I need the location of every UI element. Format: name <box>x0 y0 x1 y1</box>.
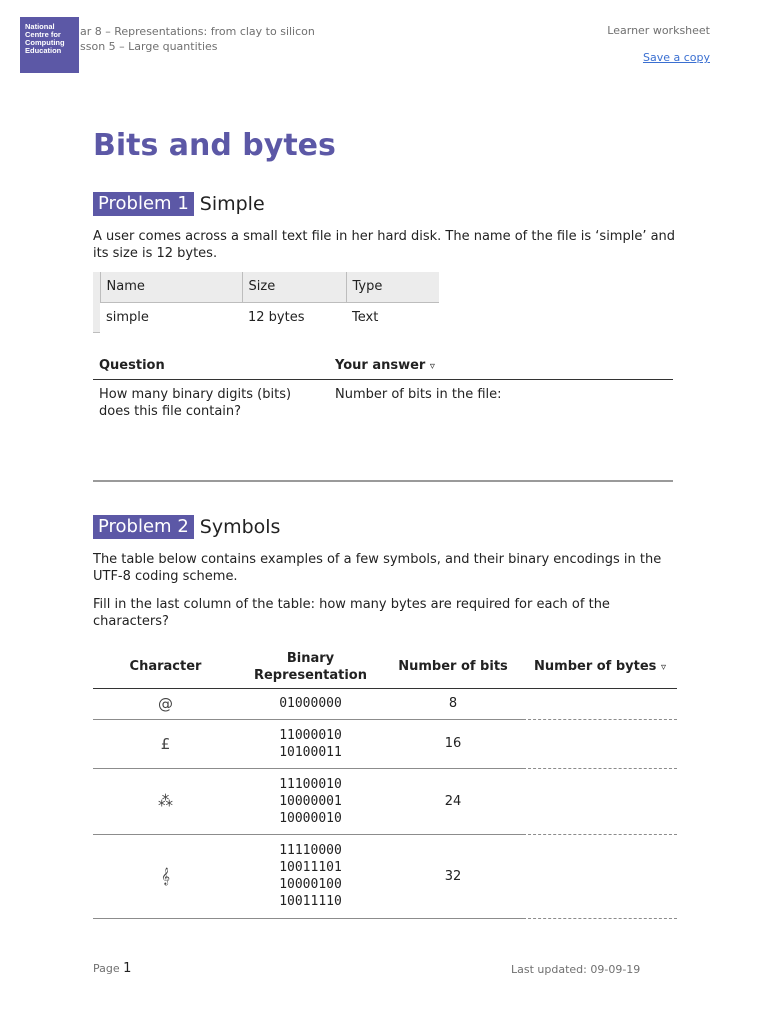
character-cell: £ <box>93 719 238 768</box>
bytes-column-header[interactable] <box>523 646 677 688</box>
problem-1-title: Simple <box>199 193 265 215</box>
binary-byte: 10000010 <box>279 810 342 826</box>
binary-byte: 01000000 <box>279 696 342 711</box>
dropdown-triangle-icon[interactable]: ▿ <box>429 360 435 372</box>
file-name-cell: simple <box>106 309 149 325</box>
dropdown-triangle-icon[interactable]: ▿ <box>660 661 666 673</box>
binary-column-header <box>238 646 383 688</box>
bits-column-header: Number of bits <box>383 646 523 688</box>
section-divider <box>93 480 673 482</box>
file-table-header-type: Type <box>346 272 439 302</box>
logo-line: Education <box>25 46 62 55</box>
header-unit: ar 8 – Representations: from clay to silicon <box>80 25 315 38</box>
table-row <box>93 719 677 768</box>
problem-2-instruction: Fill in the last column of the table: how many bytes are required for each of the characters? <box>93 597 610 629</box>
save-copy-link[interactable]: Save a copy <box>642 51 710 64</box>
problem-2-title: Symbols <box>199 516 281 538</box>
file-table-header-size: Size <box>242 272 346 302</box>
logo-line: Computing <box>25 38 65 47</box>
character-cell: @ <box>93 688 238 719</box>
binary-cell <box>238 719 383 768</box>
header-doc-type: Learner worksheet <box>607 24 710 37</box>
bytes-answer-cell[interactable] <box>523 719 677 768</box>
answer-column-label: Your answer <box>335 357 426 373</box>
table-row <box>93 834 677 918</box>
table-row <box>93 768 677 834</box>
bytes-column-label: Number of bytes <box>534 658 657 674</box>
character-column-header: Character <box>93 646 238 688</box>
page-label: Page <box>93 962 120 975</box>
binary-byte: 10000001 <box>279 793 342 809</box>
footer-last-updated: Last updated: 09-09-19 <box>511 963 641 976</box>
problem-1-description: A user comes across a small text file in her hard disk. The name of the file is ‘simple’ and its size is 12 bytes. <box>93 229 676 261</box>
binary-header-line: Representation <box>253 667 367 683</box>
logo-line: Centre for <box>25 30 61 39</box>
footer-page <box>93 961 131 976</box>
binary-byte: 11100010 <box>279 776 342 792</box>
file-size-cell: 12 bytes <box>248 309 305 325</box>
file-type-cell: Text <box>352 309 379 325</box>
bytes-answer-cell[interactable] <box>523 768 677 834</box>
symbols-table <box>93 646 677 919</box>
problem-1-tag: Problem 1 <box>93 192 194 216</box>
header-lesson: sson 5 – Large quantities <box>80 40 218 53</box>
table-row <box>93 688 677 719</box>
binary-header-line: Binary <box>286 650 335 666</box>
question-table-header-row <box>93 352 673 379</box>
problem-1-heading <box>93 192 265 216</box>
bits-cell: 8 <box>383 688 523 719</box>
problem-2-tag: Problem 2 <box>93 515 194 539</box>
file-table-row <box>93 302 439 332</box>
question-column-header: Question <box>93 352 329 379</box>
logo-line: National <box>25 22 55 31</box>
binary-cell <box>238 768 383 834</box>
binary-byte: 10011110 <box>279 894 342 909</box>
bits-cell: 24 <box>383 768 523 834</box>
binary-cell <box>238 834 383 918</box>
question-table <box>93 352 673 426</box>
page-title: Bits and bytes <box>93 128 336 163</box>
file-table-header-name: Name <box>100 272 242 302</box>
binary-byte: 10011101 <box>279 860 342 875</box>
bytes-answer-cell[interactable] <box>523 688 677 719</box>
question-row <box>93 379 673 426</box>
character-cell: ⁂ <box>93 768 238 834</box>
problem-2-intro: The table below contains examples of a few symbols, and their binary encodings in the UTF-8 coding scheme. <box>93 552 662 584</box>
binary-byte: 10100011 <box>279 744 342 760</box>
answer-field[interactable]: Number of bits in the file: <box>335 386 502 402</box>
binary-byte: 10000100 <box>279 877 342 892</box>
file-table-header-row <box>93 272 439 302</box>
header-course-info <box>80 24 315 54</box>
binary-cell <box>238 688 383 719</box>
table-accent-bar <box>93 272 100 332</box>
file-info-table <box>93 272 439 333</box>
binary-byte: 11110000 <box>279 843 342 858</box>
symbols-table-header-row <box>93 646 677 688</box>
page-number: 1 <box>123 961 132 976</box>
answer-column-header[interactable] <box>329 352 673 379</box>
bits-cell: 16 <box>383 719 523 768</box>
binary-byte: 11000010 <box>279 727 342 743</box>
character-cell: 𝄞 <box>93 834 238 918</box>
bytes-answer-cell[interactable] <box>523 834 677 918</box>
ncce-logo <box>20 17 79 73</box>
question-text: How many binary digits (bits) does this file contain? <box>99 386 292 419</box>
bits-cell: 32 <box>383 834 523 918</box>
problem-2-heading <box>93 515 280 539</box>
